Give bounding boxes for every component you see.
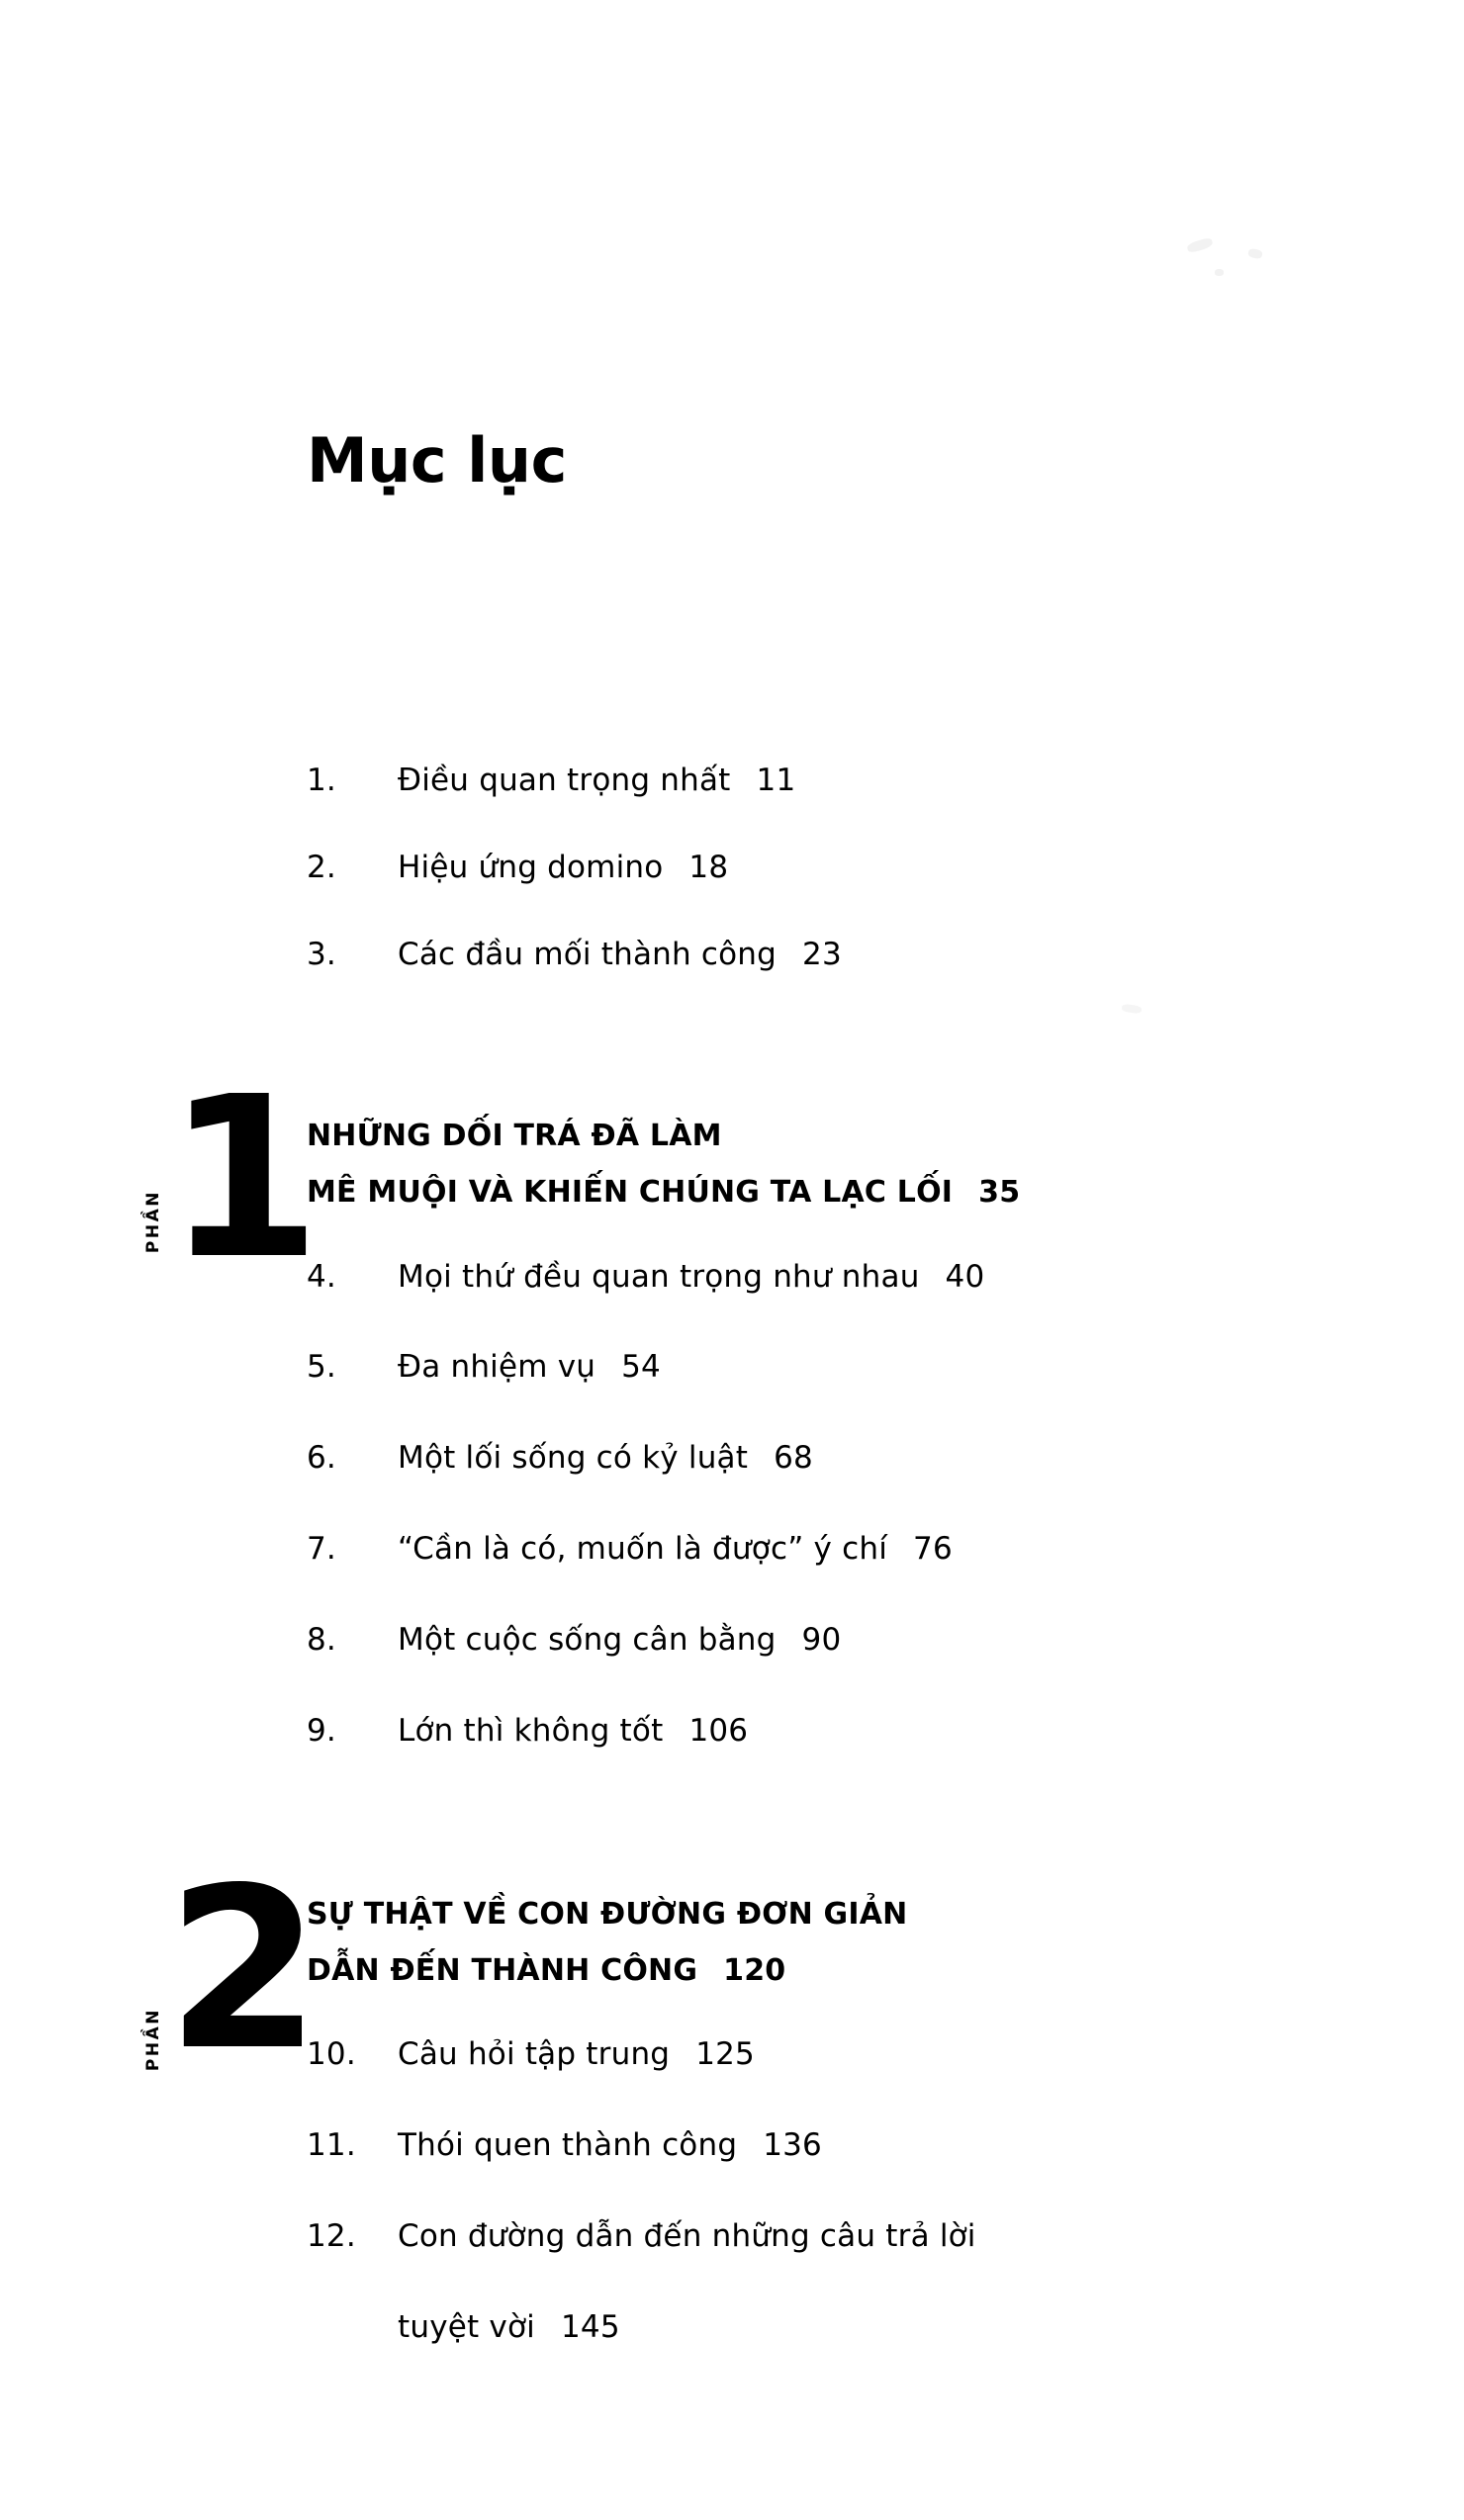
toc-entry[interactable] xyxy=(307,2126,822,2165)
toc-entry-text: Các đầu mối thành công xyxy=(398,937,778,972)
part-title-line: NHỮNG DỐI TRÁ ĐÃ LÀM xyxy=(307,1119,722,1153)
scan-smudge-icon xyxy=(1215,269,1224,276)
toc-entry-text: Một lối sống có kỷ luật xyxy=(398,1440,749,1476)
part-number: 2 xyxy=(166,1841,316,2100)
toc-entry-number: 8. xyxy=(307,1622,336,1658)
toc-entry[interactable] xyxy=(307,1530,953,1569)
part-title-text: MÊ MUỘI VÀ KHIẾN CHÚNG TA LẠC LỐI xyxy=(307,1175,954,1210)
toc-entry-text: Thói quen thành công xyxy=(398,2127,738,2163)
scan-smudge-icon xyxy=(1186,236,1214,254)
part-title-line: SỰ THẬT VỀ CON ĐƯỜNG ĐƠN GIẢN xyxy=(307,1897,908,1932)
toc-entry-text: Một cuộc sống cân bằng xyxy=(398,1622,777,1658)
toc-entry-text: Điều quan trọng nhất xyxy=(398,763,731,798)
toc-entry-text: Đa nhiệm vụ xyxy=(398,1349,596,1385)
scan-smudge-icon xyxy=(1122,1004,1143,1015)
toc-entry-number: 3. xyxy=(307,937,336,972)
toc-entry-page: 136 xyxy=(763,2127,822,2163)
toc-entry-number: 2. xyxy=(307,850,336,885)
toc-entry[interactable] xyxy=(307,936,842,974)
toc-entry-page: 125 xyxy=(695,2036,755,2072)
toc-entry[interactable] xyxy=(307,2035,755,2074)
toc-entry-text: Lớn thì không tốt xyxy=(398,1713,664,1749)
toc-entry-text: Mọi thứ đều quan trọng như nhau xyxy=(398,1259,920,1295)
toc-entry-page: 40 xyxy=(945,1259,985,1295)
toc-entry-text: tuyệt vời xyxy=(398,2309,535,2345)
toc-entry-page: 23 xyxy=(802,937,842,972)
toc-entry[interactable] xyxy=(307,1621,841,1660)
toc-entry-text: “Cần là có, muốn là được” ý chí xyxy=(398,1531,888,1567)
toc-entry-number: 9. xyxy=(307,1713,336,1749)
toc-entry-page: 18 xyxy=(688,850,729,885)
scan-smudge-icon xyxy=(1247,248,1263,260)
part-title-line-with-page xyxy=(307,1950,785,1991)
toc-entry-number: 5. xyxy=(307,1349,336,1385)
part-number: 1 xyxy=(166,1049,316,1308)
toc-entry-number: 11. xyxy=(307,2127,356,2163)
toc-entry-number: 1. xyxy=(307,763,336,798)
toc-entry-text: Con đường dẫn đến những câu trả lời xyxy=(398,2218,976,2254)
part-label: PHẦN xyxy=(143,1190,163,1254)
toc-entry-number: 7. xyxy=(307,1531,336,1567)
toc-entry-number: 12. xyxy=(307,2218,356,2254)
toc-entry[interactable] xyxy=(307,849,728,887)
toc-entry[interactable] xyxy=(307,1258,984,1297)
part-label: PHẦN xyxy=(143,2008,163,2072)
toc-entry-page: 68 xyxy=(774,1440,813,1476)
part-page: 35 xyxy=(978,1175,1021,1210)
toc-entry-text: Câu hỏi tập trung xyxy=(398,2036,671,2072)
toc-entry[interactable] xyxy=(307,1712,748,1751)
toc-entry[interactable] xyxy=(307,1348,661,1387)
part-page: 120 xyxy=(723,1953,786,1988)
toc-entry[interactable] xyxy=(307,1439,813,1478)
toc-entry-number: 10. xyxy=(307,2036,356,2072)
toc-entry-page: 54 xyxy=(621,1349,661,1385)
toc-entry[interactable] xyxy=(307,762,795,800)
toc-entry-number: 6. xyxy=(307,1440,336,1476)
toc-entry-page: 106 xyxy=(688,1713,749,1749)
toc-entry-text: Hiệu ứng domino xyxy=(398,850,664,885)
toc-entry-number: 4. xyxy=(307,1259,336,1295)
toc-entry[interactable] xyxy=(307,2217,976,2256)
toc-entry-continuation[interactable] xyxy=(307,2308,620,2347)
toc-entry-page: 90 xyxy=(801,1622,842,1658)
part-title-line-with-page xyxy=(307,1172,1020,1213)
toc-entry-page: 76 xyxy=(913,1531,953,1567)
toc-entry-page: 11 xyxy=(756,763,796,798)
part-title-text: DẪN ĐẾN THÀNH CÔNG xyxy=(307,1953,698,1988)
toc-entry-page: 145 xyxy=(560,2309,620,2345)
page-title: Mục lục xyxy=(307,424,567,496)
